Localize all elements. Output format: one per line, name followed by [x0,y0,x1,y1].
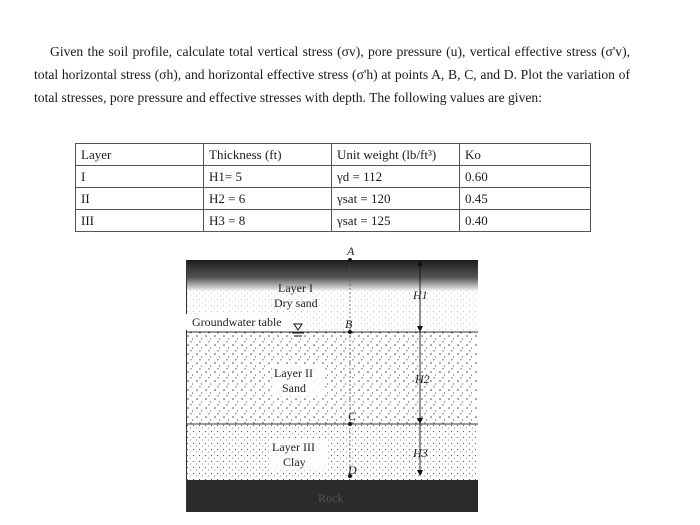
cell-unit-weight: γsat = 120 [332,188,460,210]
soil-profile-svg [186,244,478,514]
cell-thickness: H1= 5 [204,166,332,188]
cell-unit-weight: γd = 112 [332,166,460,188]
soil-profile-figure [186,244,478,514]
header-thickness: Thickness (ft) [204,144,332,166]
point-c-label: C [348,409,357,423]
layer1-material: Dry sand [274,296,318,310]
table-header-row [76,144,591,166]
layer2-fill [186,332,478,424]
layer2-material: Sand [282,381,306,395]
layer3-name: Layer III [272,440,315,454]
cell-thickness: H3 = 8 [204,210,332,232]
header-ko: Ko [460,144,591,166]
ground-surface [186,260,478,292]
rock-label: Rock [318,491,344,505]
cell-layer: I [76,166,204,188]
soil-properties-table [75,143,591,232]
point-a-label: A [347,244,355,258]
point-a-marker [348,258,352,262]
cell-layer: III [76,210,204,232]
layer3-fill [186,424,478,480]
point-d-label: D [348,463,357,477]
problem-text: Given the soil profile, calculate total vertical stress (σv), pore pressure (u), vertical effective stress (σ'v), total horizontal stress (σh), and horizontal effective stress (σ'h) at points A, B, C, and D. Plot the variation of total stresses, pore pressure and effective stresses with depth. The following values are given: [34,44,630,105]
cell-layer: II [76,188,204,210]
table-row [76,188,591,210]
h3-label: H3 [413,446,428,460]
cell-thickness: H2 = 6 [204,188,332,210]
h1-label: H1 [413,288,428,302]
layer2-name: Layer II [274,366,313,380]
h2-label: H2 [415,372,430,386]
cell-ko: 0.40 [460,210,591,232]
cell-unit-weight: γsat = 125 [332,210,460,232]
header-unit-weight: Unit weight (lb/ft³) [332,144,460,166]
table-row [76,210,591,232]
cell-ko: 0.60 [460,166,591,188]
header-layer: Layer [76,144,204,166]
problem-statement [34,40,630,109]
table-row [76,166,591,188]
groundwater-label: Groundwater table [192,315,282,329]
layer3-material: Clay [283,455,306,469]
cell-ko: 0.45 [460,188,591,210]
layer1-name: Layer I [278,281,313,295]
point-b-label: B [345,317,353,331]
